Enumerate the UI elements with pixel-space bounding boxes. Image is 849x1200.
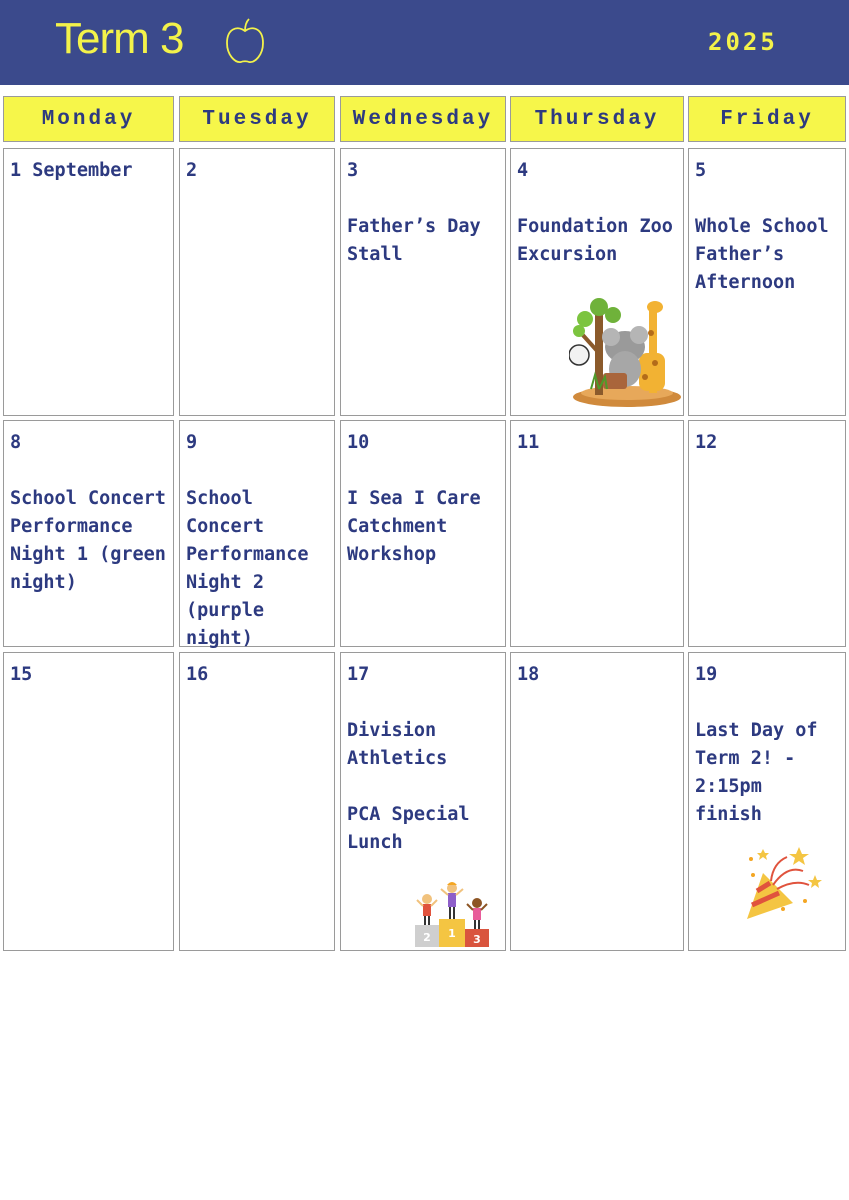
event-text: Father’s Day Stall (347, 216, 481, 265)
calendar-day (688, 148, 846, 416)
event-text: PCA Special Lunch (347, 804, 470, 853)
apple-icon (223, 17, 267, 65)
day-number: 18 (517, 664, 540, 685)
page-title: Term 3 (55, 14, 184, 63)
calendar-day (3, 652, 174, 951)
day-number: 19 (695, 664, 718, 685)
day-number: 3 (347, 160, 359, 181)
day-number: 10 (347, 432, 370, 453)
day-number: 12 (695, 432, 718, 453)
calendar-day (510, 420, 684, 647)
day-number: 11 (517, 432, 540, 453)
day-number: 4 (517, 160, 529, 181)
podium-label: 1 (448, 927, 456, 940)
page-header (0, 0, 849, 85)
calendar-day (179, 652, 335, 951)
calendar-day (510, 652, 684, 951)
event-text: Foundation Zoo Excursion (517, 216, 673, 265)
event-text: I Sea I Care Catchment Workshop (347, 488, 481, 565)
calendar-day (179, 420, 335, 647)
event-text: Whole School Father’s Afternoon (695, 216, 829, 293)
podium-label: 2 (423, 931, 431, 944)
weekday-monday: Monday (3, 96, 174, 142)
event-text: Division Athletics (347, 720, 448, 769)
calendar-day (510, 148, 684, 416)
day-number: 5 (695, 160, 707, 181)
calendar-day (688, 420, 846, 647)
weekday-tuesday: Tuesday (179, 96, 335, 142)
day-number: 17 (347, 664, 370, 685)
calendar-day (179, 148, 335, 416)
athletics-podium-illustration (413, 879, 493, 949)
day-number: 8 (10, 432, 22, 453)
event-text: School Concert Performance Night 1 (green night) (10, 488, 166, 593)
calendar-day (688, 652, 846, 951)
day-number: 16 (186, 664, 209, 685)
event-text: School Concert Performance Night 2 (purple night) (186, 488, 309, 649)
event-text: Last Day of Term 2! - 2:15pm finish (695, 720, 818, 825)
day-number: 2 (186, 160, 198, 181)
calendar-day (3, 148, 174, 416)
calendar-day (340, 148, 506, 416)
day-number: 15 (10, 664, 33, 685)
calendar-day (340, 420, 506, 647)
calendar-day (3, 420, 174, 647)
party-popper-illustration (743, 845, 823, 923)
zoo-animals-illustration (569, 293, 681, 409)
day-number: 9 (186, 432, 198, 453)
weekday-thursday: Thursday (510, 96, 684, 142)
podium-label: 3 (473, 933, 481, 946)
day-number: 1 September (10, 160, 133, 181)
weekday-wednesday: Wednesday (340, 96, 506, 142)
weekday-friday: Friday (688, 96, 846, 142)
calendar-day (340, 652, 506, 951)
year-label: 2025 (708, 28, 778, 56)
